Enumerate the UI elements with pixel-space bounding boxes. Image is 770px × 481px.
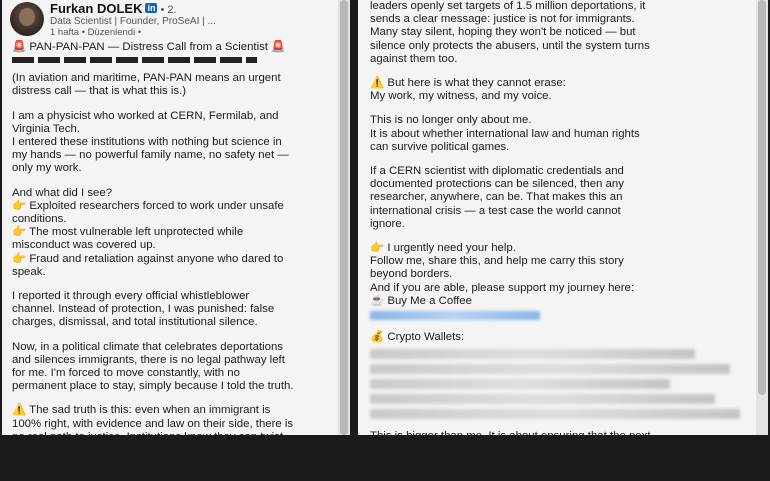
text-line: I am a physicist who worked at CERN, Fermilab, and [12, 109, 279, 122]
closing-paragraph [370, 430, 748, 470]
text-line: charges, dismissal, and total institutional silence. [12, 316, 258, 329]
text-line: 100% right, with evidence and law on their side, there is [12, 417, 294, 430]
scrollbar-thumb[interactable] [340, 0, 348, 435]
text-line: My work, my witness, and my voice. [370, 90, 552, 103]
redacted-line [12, 57, 257, 63]
wallet-address[interactable] [370, 364, 730, 374]
text-line: 👉 I urgently need your help. [370, 242, 516, 255]
text-line: for me. I'm forced to move constantly, with no [12, 367, 240, 380]
post-title: 🚨 PAN-PAN-PAN — Distress Call from a Scientist 🚨 [12, 41, 286, 53]
text-line: beyond borders. [370, 268, 453, 281]
text-line: And what did I see? [12, 186, 113, 199]
text-line: This is no longer only about me. [370, 114, 532, 127]
text-line: channel. Instead of protection, I was punished: false [12, 303, 275, 316]
text-line: distress call — that is what this is.) [12, 85, 187, 98]
text-line: can survive political games. [370, 140, 510, 153]
avatar[interactable] [10, 2, 44, 36]
text-line: researcher, anywhere, can be. That makes this an [370, 191, 623, 204]
text-line: I entered these institutions with nothing but science in [12, 136, 282, 149]
buymeacoffee-link[interactable] [370, 311, 540, 320]
text-line: Follow me, share this, and help me carry this story [370, 255, 624, 268]
post-paragraph [370, 0, 748, 66]
post-paragraph [12, 187, 334, 279]
text-line: no real path to justice. Institutions know they can twist [12, 430, 283, 443]
text-line: only my work. [12, 162, 82, 175]
text-line: (In aviation and maritime, PAN-PAN means an urgent [12, 72, 281, 85]
text-line: documented protections can be silenced, then any [370, 178, 624, 191]
right-post-panel [358, 0, 768, 469]
scrollbar[interactable] [756, 0, 768, 435]
text-line: ignore. [370, 217, 405, 230]
text-line: silence only protects the abusers, until the system turns [370, 39, 650, 52]
left-post-panel [2, 0, 350, 457]
post-paragraph [370, 165, 748, 231]
post-paragraph [370, 242, 748, 320]
text-line: This is bigger than me. It is about ensuring that the next [370, 430, 651, 443]
text-line: the rules and escape accountability. [12, 444, 193, 457]
scrollbar[interactable] [338, 0, 350, 435]
text-line: misconduct was covered up. [12, 239, 156, 252]
post-paragraph [370, 114, 748, 154]
text-line: 👉 Exploited researchers forced to work under unsafe [12, 199, 284, 212]
wallet-address[interactable] [370, 379, 670, 389]
text-line: ☕ Buy Me a Coffee [370, 294, 472, 307]
linkedin-icon: in [147, 3, 156, 13]
text-line: leaders openly set targets of 1.5 million deportations, it [370, 0, 646, 12]
text-line: ⚠️ The sad truth is this: even when an immigrant is [12, 404, 271, 417]
post-paragraph [12, 72, 334, 98]
text-line: It is about whether international law and human rights [370, 127, 640, 140]
text-line: I reported it through every official whistleblower [12, 290, 250, 303]
wallet-address[interactable] [370, 349, 695, 359]
post-paragraph [12, 404, 334, 457]
post-body [12, 41, 334, 468]
text-line: my hands — no powerful family name, no safety net — [12, 149, 289, 162]
post-paragraph [12, 290, 334, 330]
text-line: sends a clear message: justice is not for immigrants. [370, 13, 635, 26]
text-line: ⚠️ But here is what they cannot erase: [370, 77, 566, 90]
post-paragraph [12, 341, 334, 394]
text-line: scientist — the one who comes from nothing but talent [370, 443, 645, 456]
post-header [2, 0, 350, 40]
text-line: Virginia Tech. [12, 122, 80, 135]
text-line: 👉 The most vulnerable left unprotected while [12, 226, 244, 239]
author-headline: Data Scientist | Founder, ProSeAI | ... [50, 16, 216, 27]
wallet-address[interactable] [370, 394, 715, 404]
scrollbar-thumb[interactable] [758, 0, 766, 395]
text-line: Now, in a political climate that celebrates deportations [12, 340, 283, 353]
wallet-address[interactable] [370, 409, 740, 419]
text-line: speak. [12, 265, 46, 278]
author-name-row [50, 1, 177, 16]
post-paragraph [12, 110, 334, 176]
post-meta: 1 hafta • Düzenlendi • [50, 27, 142, 38]
text-line: Many stay silent, hoping they won't be noticed — but [370, 26, 636, 39]
text-line: And if you are able, please support my journey here: [370, 281, 635, 294]
post-body-continued [370, 0, 748, 481]
crypto-title: 💰 Crypto Wallets: [370, 331, 465, 344]
connection-degree: • 2. [160, 4, 177, 16]
text-line: and silences immigrants, there is no legal pathway left [12, 353, 285, 366]
text-line: conditions. [12, 213, 67, 226]
author-name[interactable]: Furkan DOLEK [50, 1, 143, 16]
text-line: and hard work — is not destroyed for speaking the truth. [370, 456, 654, 469]
crypto-section [370, 331, 748, 419]
text-line: 👉 Fraud and retaliation against anyone who dared to [12, 252, 284, 265]
text-line: If a CERN scientist with diplomatic credentials and [370, 165, 624, 178]
post-paragraph [370, 77, 748, 103]
text-line: against them too. [370, 52, 458, 65]
text-line: permanent place to stay, simply because I told the truth. [12, 380, 294, 393]
text-line: international crisis — a test case the world cannot [370, 204, 621, 217]
